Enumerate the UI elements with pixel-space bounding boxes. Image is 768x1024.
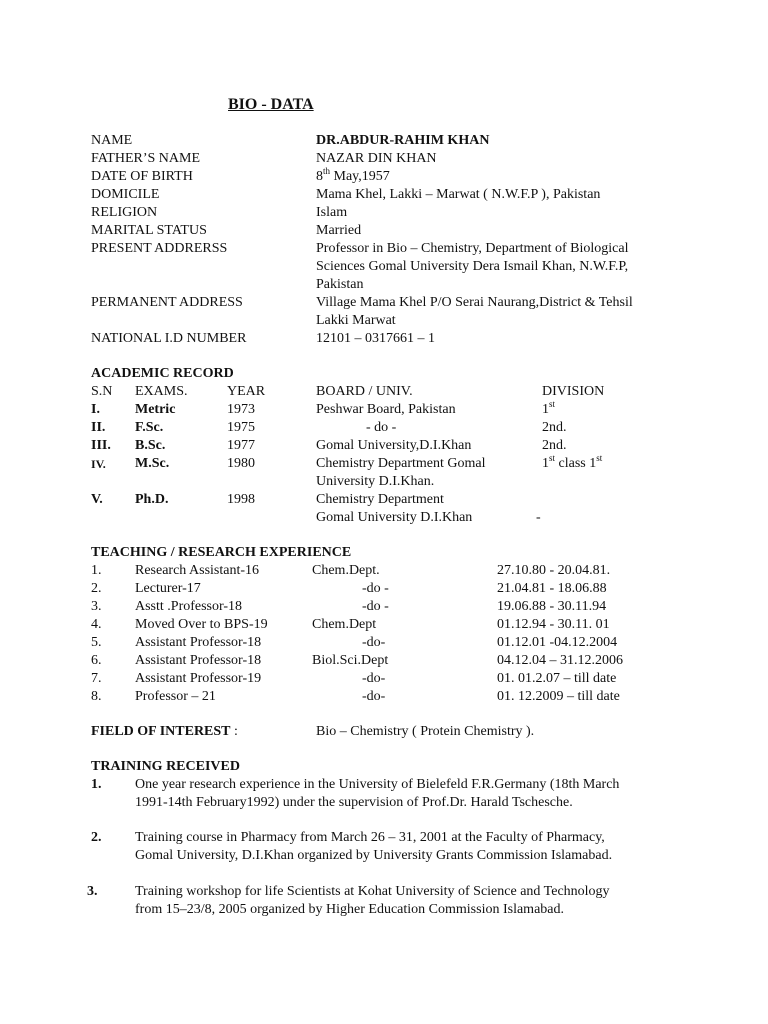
academic-row-exam: Metric [135,402,176,417]
marital-label: MARITAL STATUS [91,223,207,238]
academic-row-division: 1st class 1st [542,453,603,471]
teaching-row-dept: Biol.Sci.Dept [312,653,389,668]
teaching-row-dept: -do- [362,635,386,650]
present-address-label: PRESENT ADDRERSS [91,241,228,256]
teaching-row-number: 1. [91,563,102,578]
present-address-line: Pakistan [316,277,364,292]
academic-row-sn: IV. [91,457,106,471]
teaching-row-number: 6. [91,653,102,668]
teaching-row-dept: -do- [362,689,386,704]
training-item-number: 2. [91,830,102,845]
academic-row-year: 1973 [227,402,255,417]
academic-row-division: 2nd. [542,420,567,435]
national-id-value: 12101 – 0317661 – 1 [316,331,435,346]
teaching-row-number: 7. [91,671,102,686]
training-item-text: 1991-14th February1992) under the supervision of Prof.Dr. Harald Tschesche. [135,795,573,810]
academic-row-sn: III. [91,438,111,453]
religion-label: RELIGION [91,205,158,220]
academic-row-board: Peshwar Board, Pakistan [316,402,456,417]
academic-row-board: Chemistry Department Gomal [316,456,486,471]
name-value: DR.ABDUR-RAHIM KHAN [316,133,490,148]
teaching-row-period: 27.10.80 - 20.04.81. [497,563,611,578]
academic-heading: ACADEMIC RECORD [91,366,234,381]
dob-value: 8th May,1957 [316,166,390,184]
field-of-interest-value: Bio – Chemistry ( Protein Chemistry ). [316,724,535,739]
father-value: NAZAR DIN KHAN [316,151,437,166]
domicile-label: DOMICILE [91,187,160,202]
academic-row-sn: V. [91,492,103,507]
training-item-number: 1. [91,777,102,792]
academic-row-division: 2nd. [542,438,567,453]
teaching-row-post: Assistant Professor-19 [135,671,262,686]
academic-row-board: Chemistry Department [316,492,444,507]
academic-row-exam: M.Sc. [135,456,170,471]
teaching-row-period: 01.12.01 -04.12.2004 [497,635,618,650]
teaching-row-period: 19.06.88 - 30.11.94 [497,599,607,614]
teaching-row-period: 01. 12.2009 – till date [497,689,620,704]
academic-row-board: Gomal University,D.I.Khan [316,438,472,453]
permanent-address-label: PERMANENT ADDRESS [91,295,243,310]
academic-row-board: Gomal University D.I.Khan [316,510,473,525]
academic-header-division: DIVISION [542,384,605,399]
academic-header-sn: S.N [91,384,113,399]
academic-row-board: University D.I.Khan. [316,474,435,489]
academic-header-board: BOARD / UNIV. [316,384,413,399]
academic-row-exam: B.Sc. [135,438,166,453]
dob-label: DATE OF BIRTH [91,169,193,184]
domicile-value: Mama Khel, Lakki – Marwat ( N.W.F.P ), Pakistan [316,187,601,202]
religion-value: Islam [316,205,348,220]
page-title: BIO - DATA [228,96,314,113]
teaching-row-post: Research Assistant-16 [135,563,260,578]
teaching-row-period: 21.04.81 - 18.06.88 [497,581,607,596]
teaching-row-number: 4. [91,617,102,632]
academic-row-year: 1977 [227,438,255,453]
training-item-number: 3. [87,884,98,899]
academic-row-year: 1975 [227,420,255,435]
teaching-row-post: Lecturer-17 [135,581,201,596]
academic-row-exam: Ph.D. [135,492,169,507]
academic-row-sn: I. [91,402,100,417]
teaching-row-dept: -do- [362,671,386,686]
present-address-line: Professor in Bio – Chemistry, Department of Biological [316,241,629,256]
name-label: NAME [91,133,133,148]
field-of-interest-label: FIELD OF INTEREST : [91,724,238,739]
teaching-row-post: Asstt .Professor-18 [135,599,243,614]
training-item-text: One year research experience in the University of Bielefeld F.R.Germany (18th March [135,777,620,792]
teaching-row-post: Moved Over to BPS-19 [135,617,268,632]
father-label: FATHER’S NAME [91,151,201,166]
teaching-row-period: 01. 01.2.07 – till date [497,671,617,686]
national-id-label: NATIONAL I.D NUMBER [91,331,247,346]
teaching-row-period: 01.12.94 - 30.11. 01 [497,617,610,632]
teaching-row-post: Assistant Professor-18 [135,653,262,668]
training-heading: TRAINING RECEIVED [91,759,240,774]
academic-row-year: 1980 [227,456,255,471]
teaching-row-number: 5. [91,635,102,650]
academic-row-division: 1st [542,399,556,417]
teaching-row-dept: -do - [362,581,389,596]
teaching-row-dept: Chem.Dept. [312,563,380,578]
permanent-address-line: Village Mama Khel P/O Serai Naurang,District & Tehsil [316,295,633,310]
teaching-heading: TEACHING / RESEARCH EXPERIENCE [91,545,352,560]
training-item-text: Gomal University, D.I.Khan organized by University Grants Commission Islamabad. [135,848,613,863]
teaching-row-dept: -do - [362,599,389,614]
permanent-address-line: Lakki Marwat [316,313,396,328]
training-item-text: Training course in Pharmacy from March 26 – 31, 2001 at the Faculty of Pharmacy, [135,830,605,845]
teaching-row-number: 8. [91,689,102,704]
academic-row-exam: F.Sc. [135,420,164,435]
teaching-row-period: 04.12.04 – 31.12.2006 [497,653,623,668]
academic-row-sn: II. [91,420,106,435]
marital-value: Married [316,223,362,238]
present-address-line: Sciences Gomal University Dera Ismail Khan, N.W.F.P, [316,259,629,274]
teaching-row-post: Assistant Professor-18 [135,635,262,650]
training-item-text: from 15–23/8, 2005 organized by Higher Education Commission Islamabad. [135,902,565,917]
academic-row-board: - do - [366,420,397,435]
teaching-row-number: 3. [91,599,102,614]
teaching-row-dept: Chem.Dept [312,617,377,632]
teaching-row-number: 2. [91,581,102,596]
academic-header-exams: EXAMS. [135,384,188,399]
academic-header-year: YEAR [227,384,266,399]
academic-row-year: 1998 [227,492,255,507]
teaching-row-post: Professor – 21 [135,689,216,704]
academic-row-division: - [536,510,541,525]
training-item-text: Training workshop for life Scientists at Kohat University of Science and Technology [135,884,610,899]
